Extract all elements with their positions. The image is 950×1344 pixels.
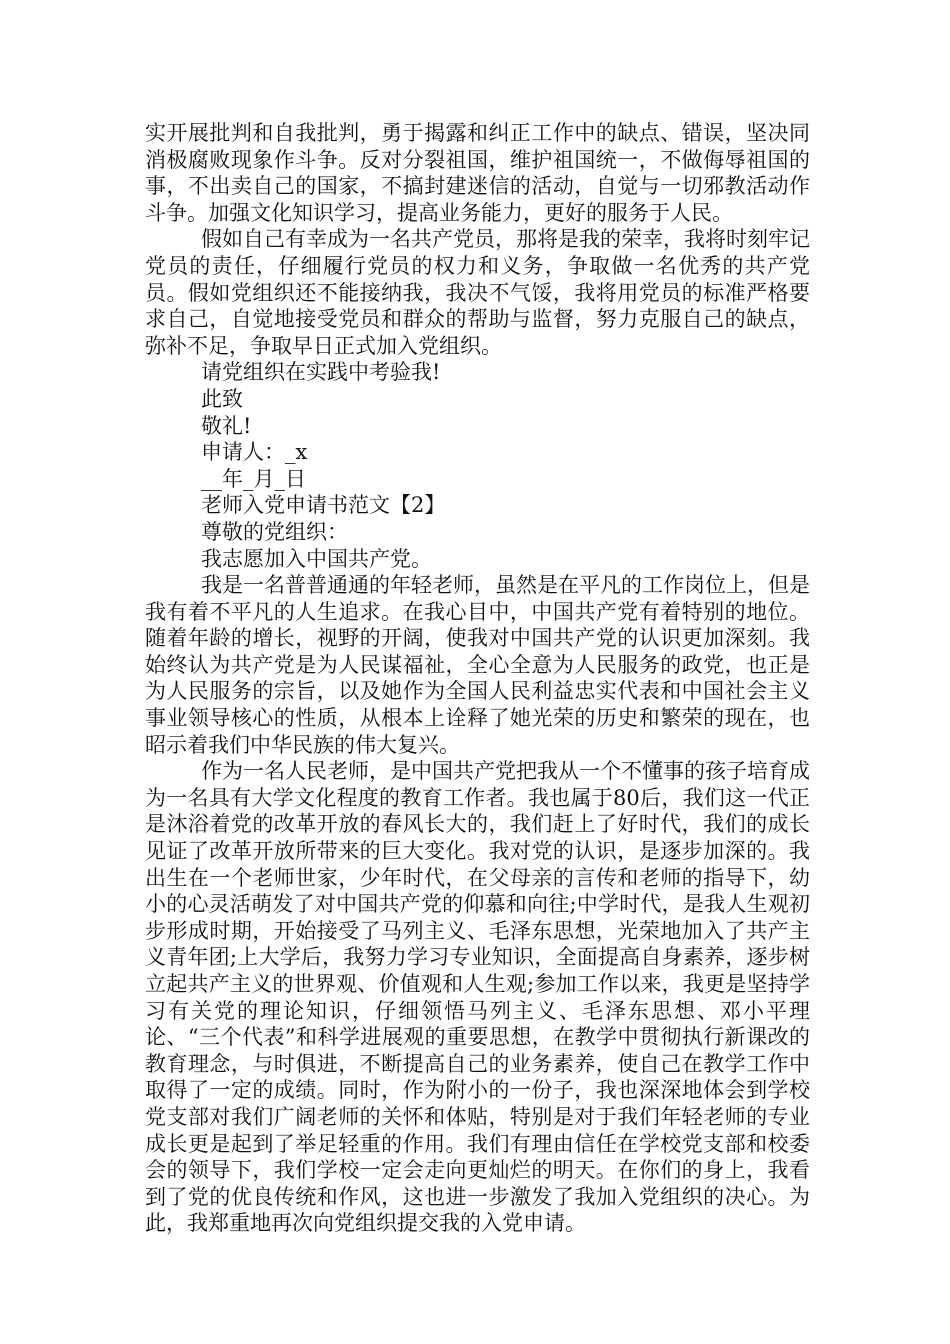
line-jingli: 敬礼! [201, 413, 252, 438]
line-volunteer: 我志愿加入中国共产党。 [201, 546, 432, 571]
paragraph-ordinary-teacher: 我是一名普普通通的年轻老师，虽然是在平凡的工作岗位上，但是我有着不平凡的人生追求。在我心目中，中国共产党有着特别的地位。随着年龄的增长，视野的开阔，使我对中国共产党的认识更加深刻。我始终认为共产党是为人民谋福祉，全心全意为人民服务的政党，也正是为人民服务的宗旨，以及她作为全国人民利益忠实代表和中国社会主义事业领导核心的性质，从根本上诠释了她光荣的历史和繁荣的现在，也昭示着我们中华民族的伟大复兴。 [145, 573, 810, 757]
paragraph-if-honored: 假如自己有幸成为一名共产党员，那将是我的荣幸，我将时刻牢记党员的责任，仔细履行党员的权力和义务，争取做一名优秀的共产党员。假如党组织还不能接纳我，我决不气馁，我将用党员的标准严格要求自己，自觉地接受党员和群众的帮助与监督，努力克服自己的缺点，弥补不足，争取早日正式加入党组织。 [145, 227, 810, 358]
line-test-me: 请党组织在实践中考验我! [201, 360, 441, 385]
paragraph-peoples-teacher: 作为一名人民老师，是中国共产党把我从一个不懂事的孩子培育成为一名具有大学文化程度的教育工作者。我也属于80后，我们这一代正是沐浴着党的改革开放的春风长大的，我们赶上了好时代，我们的成长见证了改革开放所带来的巨大变化。我对党的认识，是逐步加深的。我出生在一个老师世家，少年时代，在父母亲的言传和老师的指导下，幼小的心灵活萌发了对中国共产党的仰慕和向往;中学时代，是我人生观初步形成时期，开始接受了马列主义、毛泽东思想，光荣地加入了共产主义青年团;上大学后，我努力学习专业知识，全面提高自身素养，逐步树立起共产主义的世界观、价值观和人生观;参加工作以来，我更是坚持学习有关党的理论知识，仔细领悟马列主义、毛泽东思想、邓小平理论、“三个代表”和科学进展观的重要思想，在教学中贯彻执行新课改的教育理念，与时俱进，不断提高自己的业务素养，使自己在教学工作中取得了一定的成绩。同时，作为附小的一份子，我也深深地体会到学校党支部对我们广阔老师的关怀和体贴，特别是对于我们年轻老师的专业成长更是起到了举足轻重的作用。我们有理由信任在学校党支部和校委会的领导下，我们学校一定会走向更灿烂的明天。在你们的身上，我看到了党的优良传统和作风，这也进一步激发了我加入党组织的决心。为此，我郑重地再次向党组织提交我的入党申请。 [145, 759, 810, 1236]
line-applicant: 申请人：_x [201, 440, 308, 465]
section-heading-2: 老师入党申请书范文【2】 [201, 493, 446, 518]
paragraph-continuation: 实开展批判和自我批判，勇于揭露和纠正工作中的缺点、错误，坚决同消极腐败现象作斗争。反对分裂祖国，维护祖国统一，不做侮辱祖国的事，不出卖自己的国家，不搞封建迷信的活动，自觉与一切邪教活动作斗争。加强文化知识学习，提高业务能力，更好的服务于人民。 [145, 121, 810, 225]
document-page [145, 120, 810, 1237]
salutation: 尊敬的党组织： [201, 519, 348, 544]
line-cizhi: 此致 [201, 386, 243, 411]
line-date: __年_月_日 [201, 466, 306, 491]
